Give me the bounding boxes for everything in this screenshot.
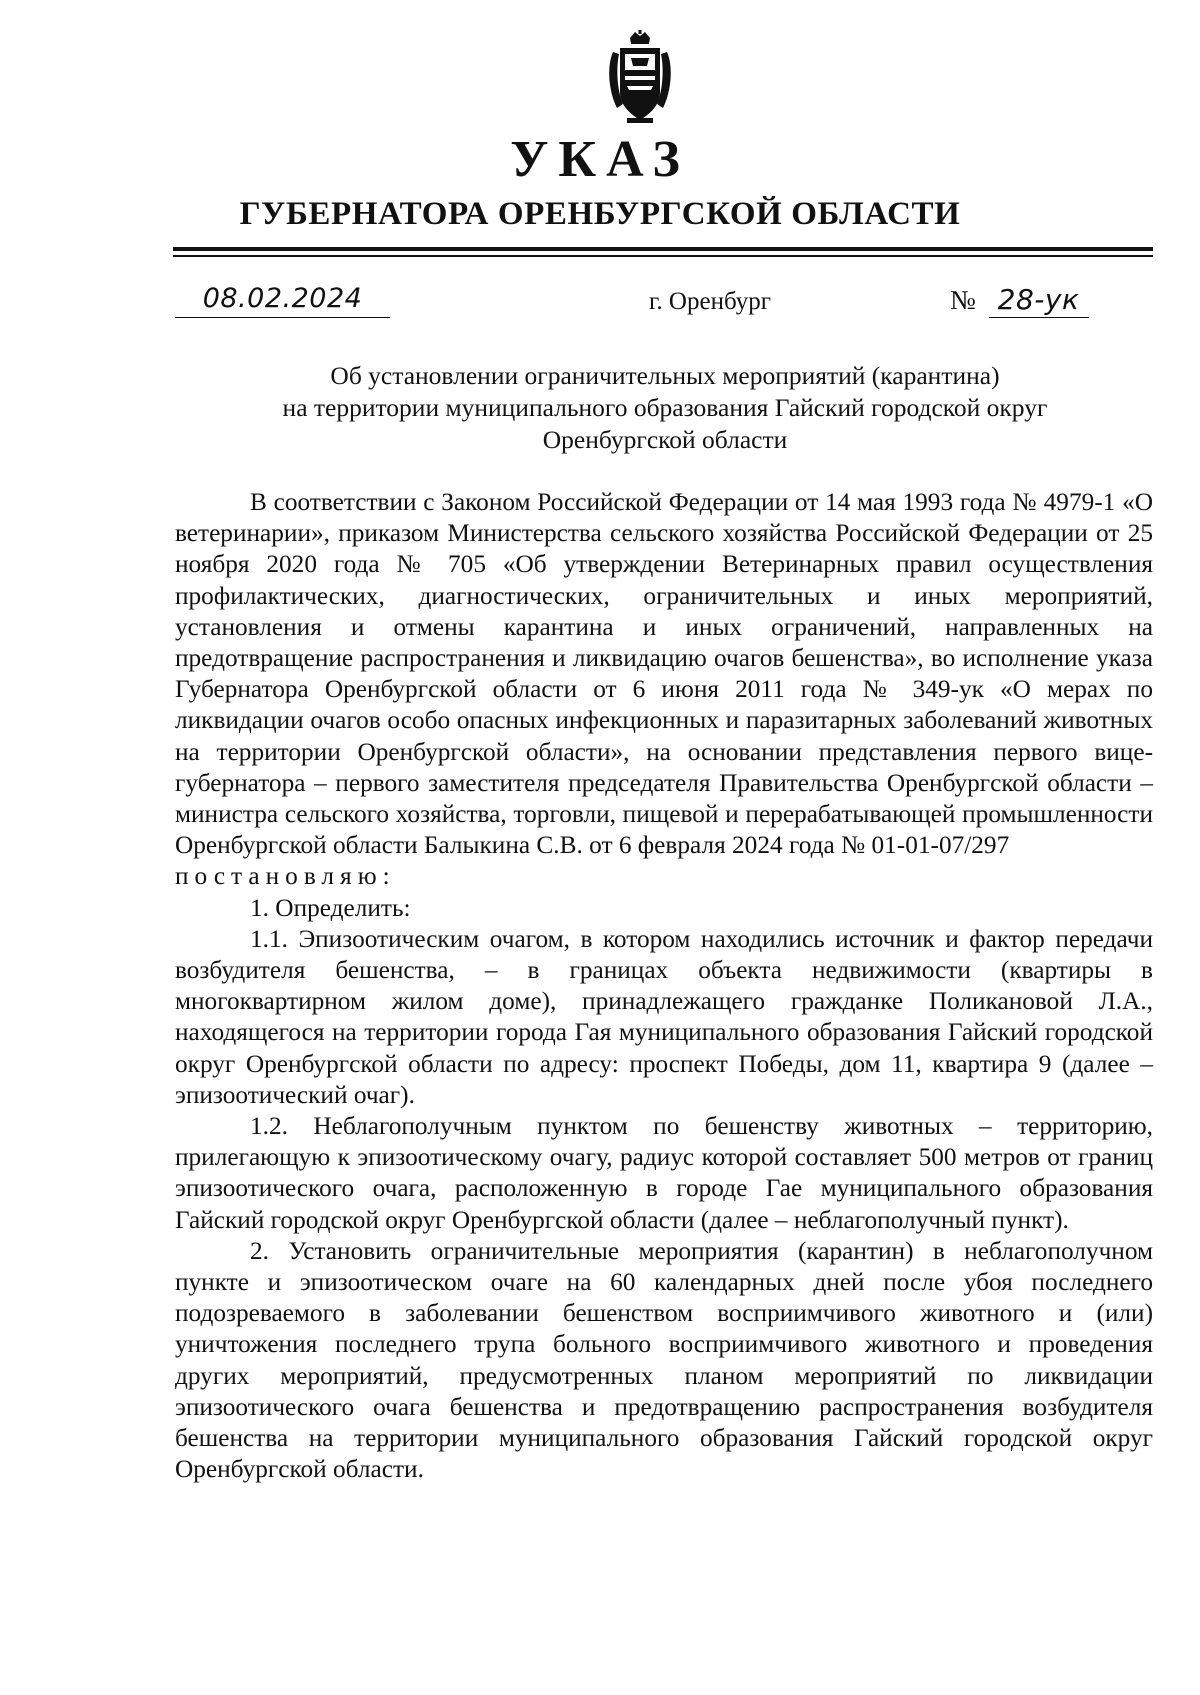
item-2-paragraph: 2. Установить ограничительные мероприятия (карантин) в неблагополучном пункте и эпизоотическом очаге на 60 календарных дней после убоя последнего подозреваемого в заболевании бешенством восприимчивого животного и (или) уничтожения последнего трупа больного восприимчивого животного и проведения других мероприятий, предусмотренных планом мероприятий по ликвидации эпизоотического очага бешенства и предотвращению распространения возбудителя бешенства на территории муниципального образования Гайский городской округ Оренбургской области. xyxy=(175,1236,1153,1484)
heading-line: Об установлении ограничительных мероприятий (карантина) xyxy=(330,361,1000,390)
document-city: г. Оренбург xyxy=(649,288,771,315)
item-1-paragraph: 1. Определить: xyxy=(250,893,411,922)
document-title: УКАЗ xyxy=(510,131,690,188)
header-rule-thick xyxy=(173,247,1153,251)
preamble-paragraph: В соответствии с Законом Российской Федерации от 14 мая 1993 года № 4979-1 «О ветеринарии», приказом Министерства сельского хозяйства Российской Федерации от 25 ноября 2020 года № 705 «Об утверждении Ветеринарных правил осуществления профилактических, диагностических, ограничительных и иных мероприятий, установления и отмены карантина и иных ограничений, направленных на предотвращение распространения и ликвидацию очагов бешенства», во исполнение указа Губернатора Оренбургской области от 6 июня 2011 года № 349-ук «О мерах по ликвидации очагов особо опасных инфекционных и паразитарных заболеваний животных на территории Оренбургской области», на основании представления первого вице-губернатора – первого заместителя председателя Правительства Оренбургской области – министра сельского хозяйства, торговли, пищевой и перерабатывающей промышленности Оренбургской области Балыкина С.В. от 6 февраля 2024 года № 01-01-07/297 xyxy=(175,488,1153,860)
document-subtitle: ГУБЕРНАТОРА ОРЕНБУРГСКОЙ ОБЛАСТИ xyxy=(239,196,961,232)
header-rule-thin xyxy=(173,255,1153,257)
document-body xyxy=(175,487,1153,1486)
document-date: 08.02.2024 xyxy=(202,283,363,314)
item-1-1-paragraph: 1.1. Эпизоотическим очагом, в котором находились источник и фактор передачи возбудителя бешенства, – в границах объекта недвижимости (квартиры в многоквартирном жилом доме), принадлежащего гражданке Поликановой Л.А., находящегося на территории города Гая муниципального образования Гайский городской округ Оренбургской области по адресу: проспект Победы, дом 11, квартира 9 (далее – эпизоотический очаг). xyxy=(175,924,1153,1109)
document-heading xyxy=(175,360,1155,456)
decree-word: постановляю: xyxy=(175,862,396,891)
decree-word-paragraph xyxy=(175,861,1153,892)
item-1-2-paragraph: 1.2. Неблагополучным пунктом по бешенству животных – территорию, прилегающую к эпизоотическому очагу, радиус которой составляет 500 метров от границ эпизоотического очага, расположенную в городе Гае муниципального образования Гайский городской округ Оренбургской области (далее – неблагополучный пункт). xyxy=(175,1112,1153,1234)
document-number: 28-ук xyxy=(989,283,1089,318)
heading-line: Оренбургской области xyxy=(542,425,788,454)
document-number-field xyxy=(950,283,1089,318)
heading-line: на территории муниципального образования Гайский городской округ xyxy=(282,393,1048,422)
coat-of-arms-emblem-icon xyxy=(605,30,675,125)
document-number-label: № xyxy=(950,285,976,315)
